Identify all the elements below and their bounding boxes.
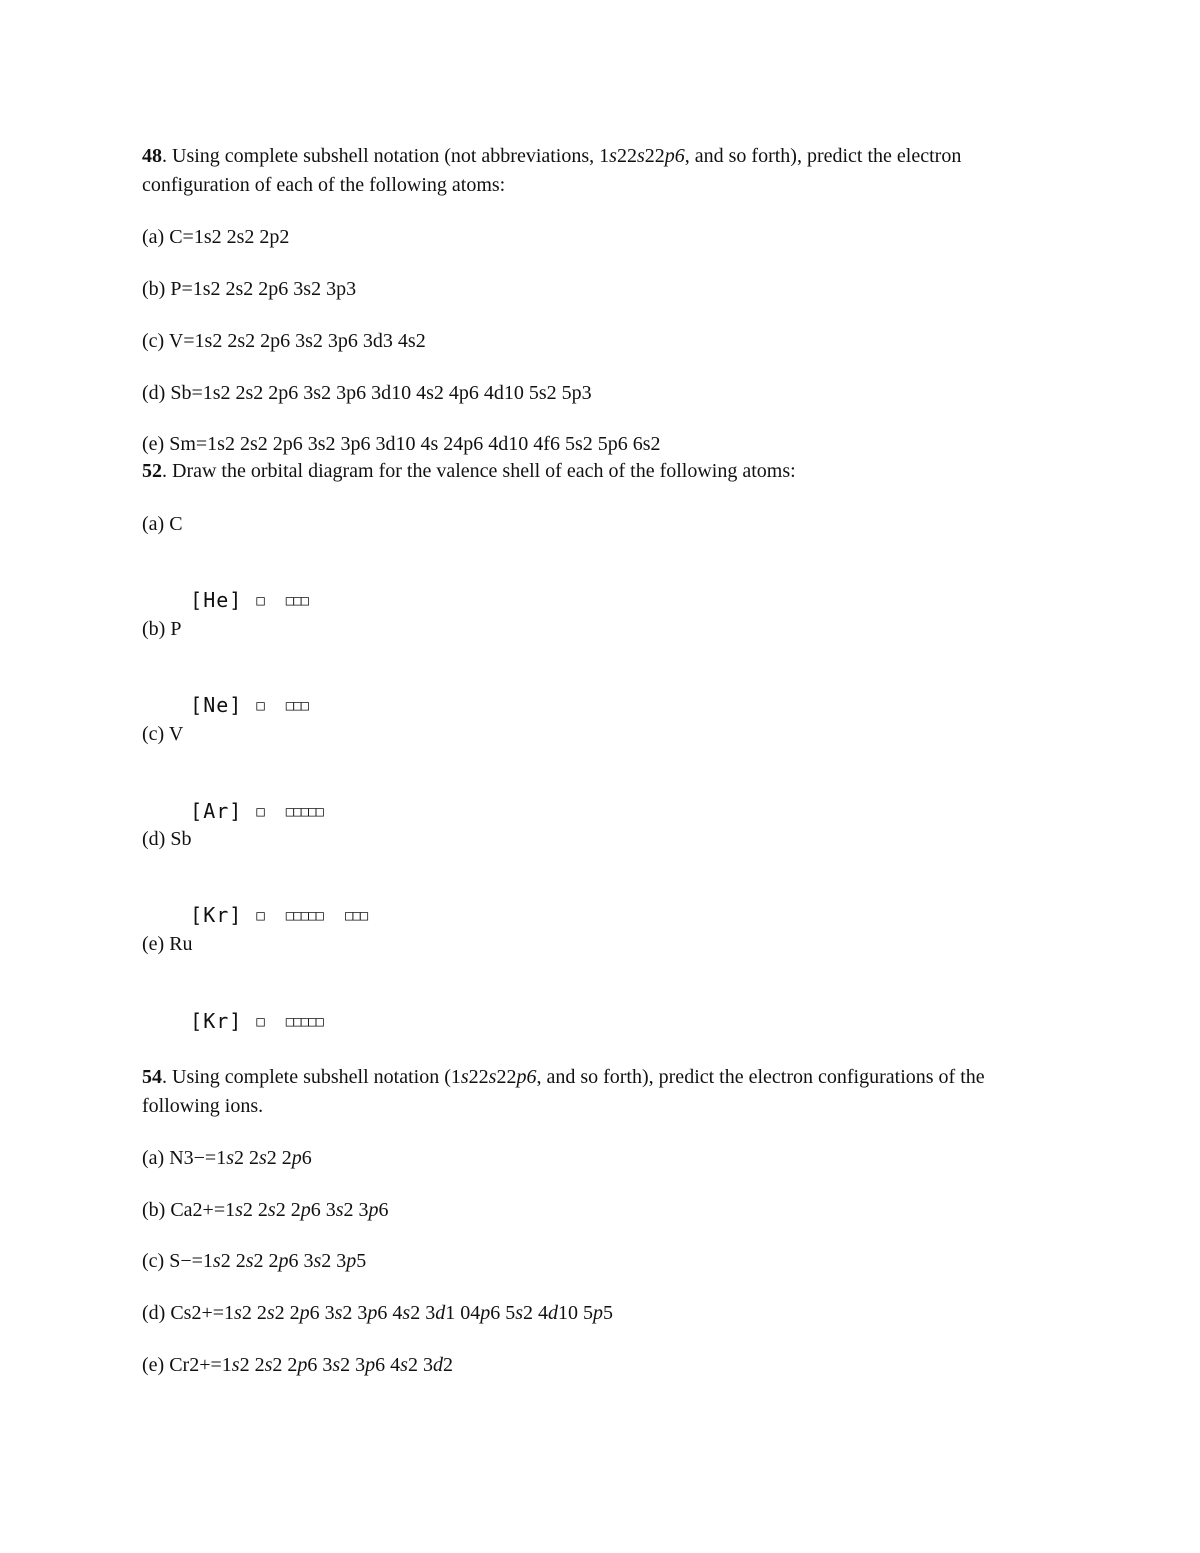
- q48-answer-d: (d) Sb=1s2 2s2 2p6 3s2 3p6 3d10 4s2 4p6 4d10 5s2 5p3: [142, 382, 592, 404]
- answer-prefix: (b) Ca2+=1: [142, 1199, 236, 1221]
- subshell-count: 2 3: [342, 1302, 368, 1324]
- subshell-letter: s: [212, 1250, 221, 1272]
- subshell-count: 6 3: [310, 1199, 336, 1221]
- q48-prompt-c: 22: [644, 145, 665, 167]
- s-orbital-box-icon: □: [256, 698, 264, 714]
- s-orbital-box-icon: □: [256, 1014, 264, 1030]
- q48-answer-b: (b) P=1s2 2s2 2p6 3s2 3p3: [142, 278, 357, 300]
- subshell-count: 5: [356, 1250, 367, 1272]
- subshell-letter: s: [334, 1302, 343, 1324]
- s-orbital-box-icon: □: [256, 804, 264, 820]
- q54-number: 54: [142, 1066, 162, 1088]
- q54-answer-e: [142, 1353, 453, 1377]
- subshell-letter: s: [515, 1302, 523, 1324]
- core-notation: [Kr]: [190, 903, 243, 927]
- q48-number: 48: [142, 145, 162, 167]
- q48-answer-e: (e) Sm=1s2 2s2 2p6 3s2 3p6 3d10 4s 24p6 4d10 4f6 5s2 5p6 6s2: [142, 433, 661, 455]
- subshell-count: 6: [301, 1147, 312, 1169]
- subshell-count: 2 2: [220, 1250, 246, 1272]
- subshell-letter: p: [367, 1302, 378, 1324]
- subshell-letter: p: [480, 1302, 491, 1324]
- q48-answer-a: (a) C=1s2 2s2 2p2: [142, 226, 290, 248]
- s-orbital-box-icon: □: [256, 908, 264, 924]
- subshell-count: 2 2: [275, 1199, 301, 1221]
- q54-answer-c: [142, 1249, 366, 1273]
- subshell-letter: s: [402, 1302, 411, 1324]
- s-orbital-box-icon: □: [256, 593, 264, 609]
- q54-prompt-b: 22: [468, 1066, 489, 1088]
- q54-answer-b: [142, 1198, 389, 1222]
- subshell-letter: p: [291, 1147, 302, 1169]
- orbital-boxes-icon: □□□□□: [285, 1014, 323, 1030]
- q48-prompt-s2: s: [636, 145, 645, 167]
- core-notation: [He]: [190, 588, 243, 612]
- subshell-count: 2 3: [321, 1250, 347, 1272]
- subshell-letter: s: [226, 1147, 234, 1169]
- subshell-letter: p: [365, 1354, 376, 1376]
- orbital-boxes-icon: □□□: [285, 593, 309, 609]
- subshell-letter: p: [593, 1302, 603, 1324]
- q52-number: 52: [142, 460, 162, 482]
- q48-answer-c: (c) V=1s2 2s2 2p6 3s2 3p6 3d3 4s2: [142, 330, 426, 352]
- subshell-letter: s: [400, 1354, 408, 1376]
- answer-prefix: (a) N3−=1: [142, 1147, 227, 1169]
- subshell-count: 2 2: [242, 1199, 268, 1221]
- q48-prompt-d: , and so forth), predict the electron: [684, 145, 962, 167]
- subshell-count: 2 3: [340, 1354, 366, 1376]
- core-notation: [Ne]: [190, 693, 243, 717]
- subshell-letter: s: [234, 1302, 242, 1324]
- subshell-letter: s: [332, 1354, 341, 1376]
- subshell-count: 6 4: [375, 1354, 401, 1376]
- subshell-count: 2 3: [407, 1354, 433, 1376]
- subshell-count: 2 2: [272, 1354, 298, 1376]
- subshell-count: 6: [378, 1199, 389, 1221]
- orbital-boxes-icon: □□□: [285, 698, 309, 714]
- q52-item-d-label: (d) Sb: [142, 828, 192, 850]
- q54-prompt-p: p6: [516, 1066, 537, 1088]
- q48-prompt-line2: configuration of each of the following atoms:: [142, 174, 506, 196]
- answer-prefix: (e) Cr2+=1: [142, 1354, 232, 1376]
- subshell-count: 2 3: [343, 1199, 369, 1221]
- subshell-letter: s: [231, 1354, 240, 1376]
- q52-item-c-label: (c) V: [142, 723, 184, 745]
- q54-prompt-line1: [142, 1065, 985, 1089]
- subshell-letter: s: [245, 1250, 254, 1272]
- q54-answer-d: [142, 1301, 613, 1325]
- q48-prompt-p: p6: [664, 145, 685, 167]
- subshell-letter: s: [235, 1199, 243, 1221]
- subshell-count: 6 3: [307, 1354, 333, 1376]
- q54-prompt-s2: s: [488, 1066, 497, 1088]
- subshell-letter: p: [368, 1199, 379, 1221]
- orbital-boxes-icon: □□□□□: [285, 908, 323, 924]
- answer-prefix: (d) Cs2+=1: [142, 1302, 235, 1324]
- core-notation: [Kr]: [190, 1009, 243, 1033]
- subshell-count: 6 3: [288, 1250, 314, 1272]
- q54-prompt-line2: following ions.: [142, 1095, 264, 1117]
- subshell-count: 6 5: [490, 1302, 516, 1324]
- subshell-letter: s: [335, 1199, 344, 1221]
- subshell-letter: d: [548, 1302, 558, 1324]
- subshell-count: 6 3: [309, 1302, 335, 1324]
- subshell-letter: p: [299, 1302, 310, 1324]
- subshell-count: 10 5: [558, 1302, 593, 1324]
- subshell-count: 2 2: [266, 1147, 292, 1169]
- subshell-count: 5: [603, 1302, 613, 1324]
- q54-prompt-d: , and so forth), predict the electron configurations of the: [536, 1066, 985, 1088]
- subshell-count: 2 4: [523, 1302, 548, 1324]
- q52-item-b-label: (b) P: [142, 618, 182, 640]
- q52-item-e-diagram: [142, 985, 323, 1058]
- subshell-count: 2 2: [239, 1354, 265, 1376]
- subshell-count: 2 2: [274, 1302, 300, 1324]
- q54-answer-a: [142, 1146, 312, 1170]
- subshell-letter: p: [346, 1250, 357, 1272]
- subshell-letter: p: [297, 1354, 308, 1376]
- subshell-count: 2: [442, 1354, 453, 1376]
- subshell-count: 2 2: [253, 1250, 279, 1272]
- orbital-boxes-icon: □□□□□: [285, 804, 323, 820]
- q48-prompt-b: 22: [616, 145, 637, 167]
- subshell-letter: s: [259, 1147, 267, 1169]
- subshell-letter: p: [300, 1199, 311, 1221]
- subshell-letter: s: [264, 1354, 273, 1376]
- q52-prompt: [142, 459, 796, 483]
- subshell-letter: s: [267, 1199, 276, 1221]
- core-notation: [Ar]: [190, 799, 243, 823]
- subshell-count: 2 2: [241, 1302, 267, 1324]
- subshell-letter: s: [313, 1250, 322, 1272]
- answer-prefix: (c) S−=1: [142, 1250, 213, 1272]
- q54-prompt-a: . Using complete subshell notation (1: [162, 1066, 461, 1088]
- q52-item-e-label: (e) Ru: [142, 933, 193, 955]
- subshell-letter: d: [432, 1354, 443, 1376]
- subshell-letter: d: [435, 1302, 446, 1324]
- subshell-letter: s: [266, 1302, 275, 1324]
- subshell-letter: p: [278, 1250, 289, 1272]
- orbital-boxes-icon: □□□: [344, 908, 368, 924]
- q48-prompt-line1: [142, 144, 961, 168]
- subshell-count: 2 3: [410, 1302, 436, 1324]
- subshell-count: 6 4: [377, 1302, 403, 1324]
- q48-prompt-a: . Using complete subshell notation (not abbreviations, 1: [162, 145, 610, 167]
- subshell-count: 2 2: [234, 1147, 259, 1169]
- q54-prompt-s1: s: [460, 1066, 469, 1088]
- q52-prompt-text: . Draw the orbital diagram for the valence shell of each of the following atoms:: [162, 460, 796, 482]
- q52-item-a-label: (a) C: [142, 513, 183, 535]
- subshell-count: 1 04: [445, 1302, 481, 1324]
- q54-prompt-c: 22: [496, 1066, 517, 1088]
- q48-prompt-s1: s: [609, 145, 617, 167]
